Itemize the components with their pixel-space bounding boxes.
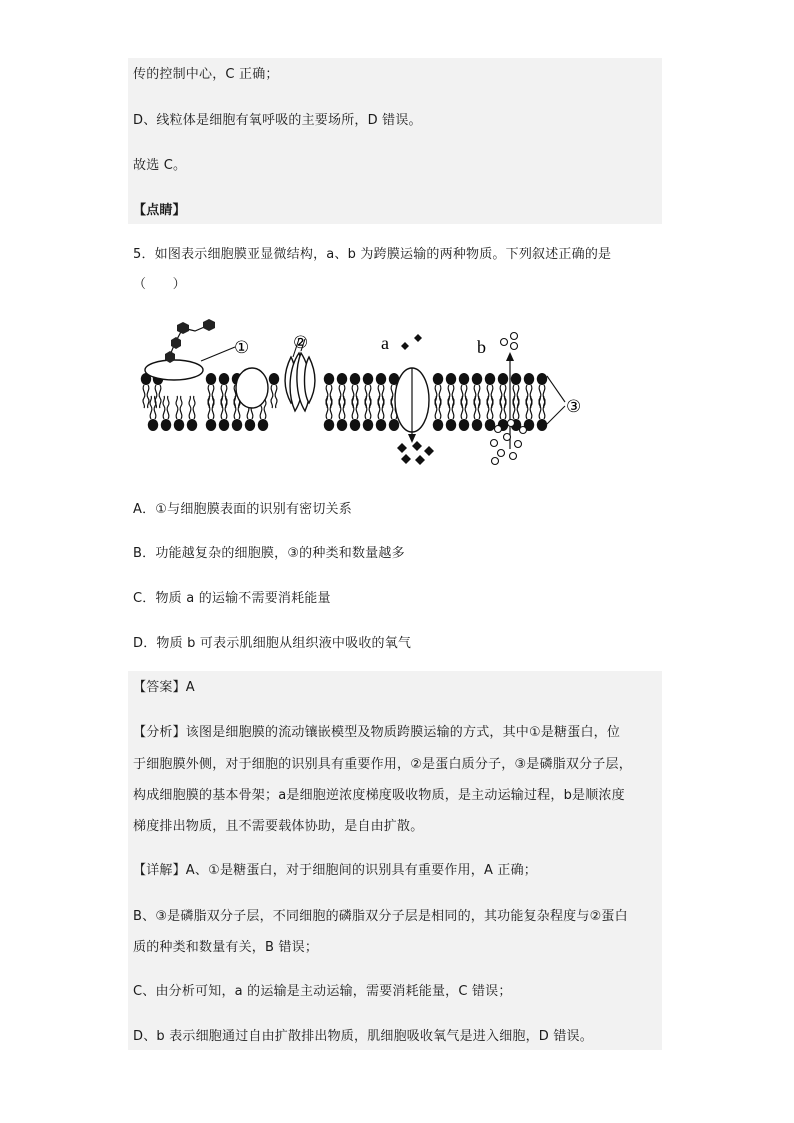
analysis-line: 于细胞膜外侧，对于细胞的识别具有重要作用，②是蛋白质分子，③是磷脂双分子层， xyxy=(133,757,632,772)
carrier-protein xyxy=(395,368,429,443)
label-3: ③ xyxy=(566,397,582,417)
question-stem: 5．如图表示细胞膜亚显微结构，a、b 为跨膜运输的两种物质。下列叙述正确的是 xyxy=(133,247,612,262)
analysis-line: 【分析】该图是细胞膜的流动镶嵌模型及物质跨膜运输的方式，其中①是糖蛋白，位 xyxy=(133,725,621,740)
membrane-protein xyxy=(236,368,268,408)
answer-line: 【答案】A xyxy=(133,680,195,695)
question-stem-bracket: （ ） xyxy=(133,277,186,292)
option-b: B．功能越复杂的细胞膜，③的种类和数量越多 xyxy=(133,546,405,561)
option-d: D．物质 b 可表示肌细胞从组织液中吸收的氧气 xyxy=(133,636,412,651)
label-1: ① xyxy=(234,338,250,358)
detail-line: 质的种类和数量有关，B 错误； xyxy=(133,940,319,955)
substance-b-particles xyxy=(491,333,527,465)
detail-line: B、③是磷脂双分子层，不同细胞的磷脂双分子层是相同的，其功能复杂程度与②蛋白 xyxy=(133,909,628,924)
text-line: 故选 C。 xyxy=(133,158,187,173)
detail-line: D、b 表示细胞通过自由扩散排出物质，肌细胞吸收氧气是进入细胞，D 错误。 xyxy=(133,1029,593,1044)
cell-membrane-diagram xyxy=(133,313,593,475)
label-2: ② xyxy=(293,333,309,353)
label-b: b xyxy=(477,337,486,357)
channel-protein xyxy=(285,353,315,411)
detail-line: 【详解】A、①是糖蛋白，对于细胞间的识别具有重要作用，A 正确； xyxy=(133,863,537,878)
dianjing-heading: 【点睛】 xyxy=(133,203,186,218)
analysis-line: 梯度排出物质，且不需要载体协助，是自由扩散。 xyxy=(133,819,424,834)
text-line: D、线粒体是细胞有氧呼吸的主要场所，D 错误。 xyxy=(133,113,422,128)
analysis-line: 构成细胞膜的基本骨架；a是细胞逆浓度梯度吸收物质，是主动运输过程，b是顺浓度 xyxy=(133,788,625,803)
phospholipid-bilayer-top xyxy=(141,373,547,408)
text-line: 传的控制中心，C 正确； xyxy=(133,67,279,82)
glycoprotein xyxy=(145,319,215,380)
detail-line: C、由分析可知，a 的运输是主动运输，需要消耗能量，C 错误； xyxy=(133,984,512,999)
option-c: C．物质 a 的运输不需要消耗能量 xyxy=(133,591,331,606)
option-a: A．①与细胞膜表面的识别有密切关系 xyxy=(133,502,352,517)
label-a: a xyxy=(381,333,389,353)
